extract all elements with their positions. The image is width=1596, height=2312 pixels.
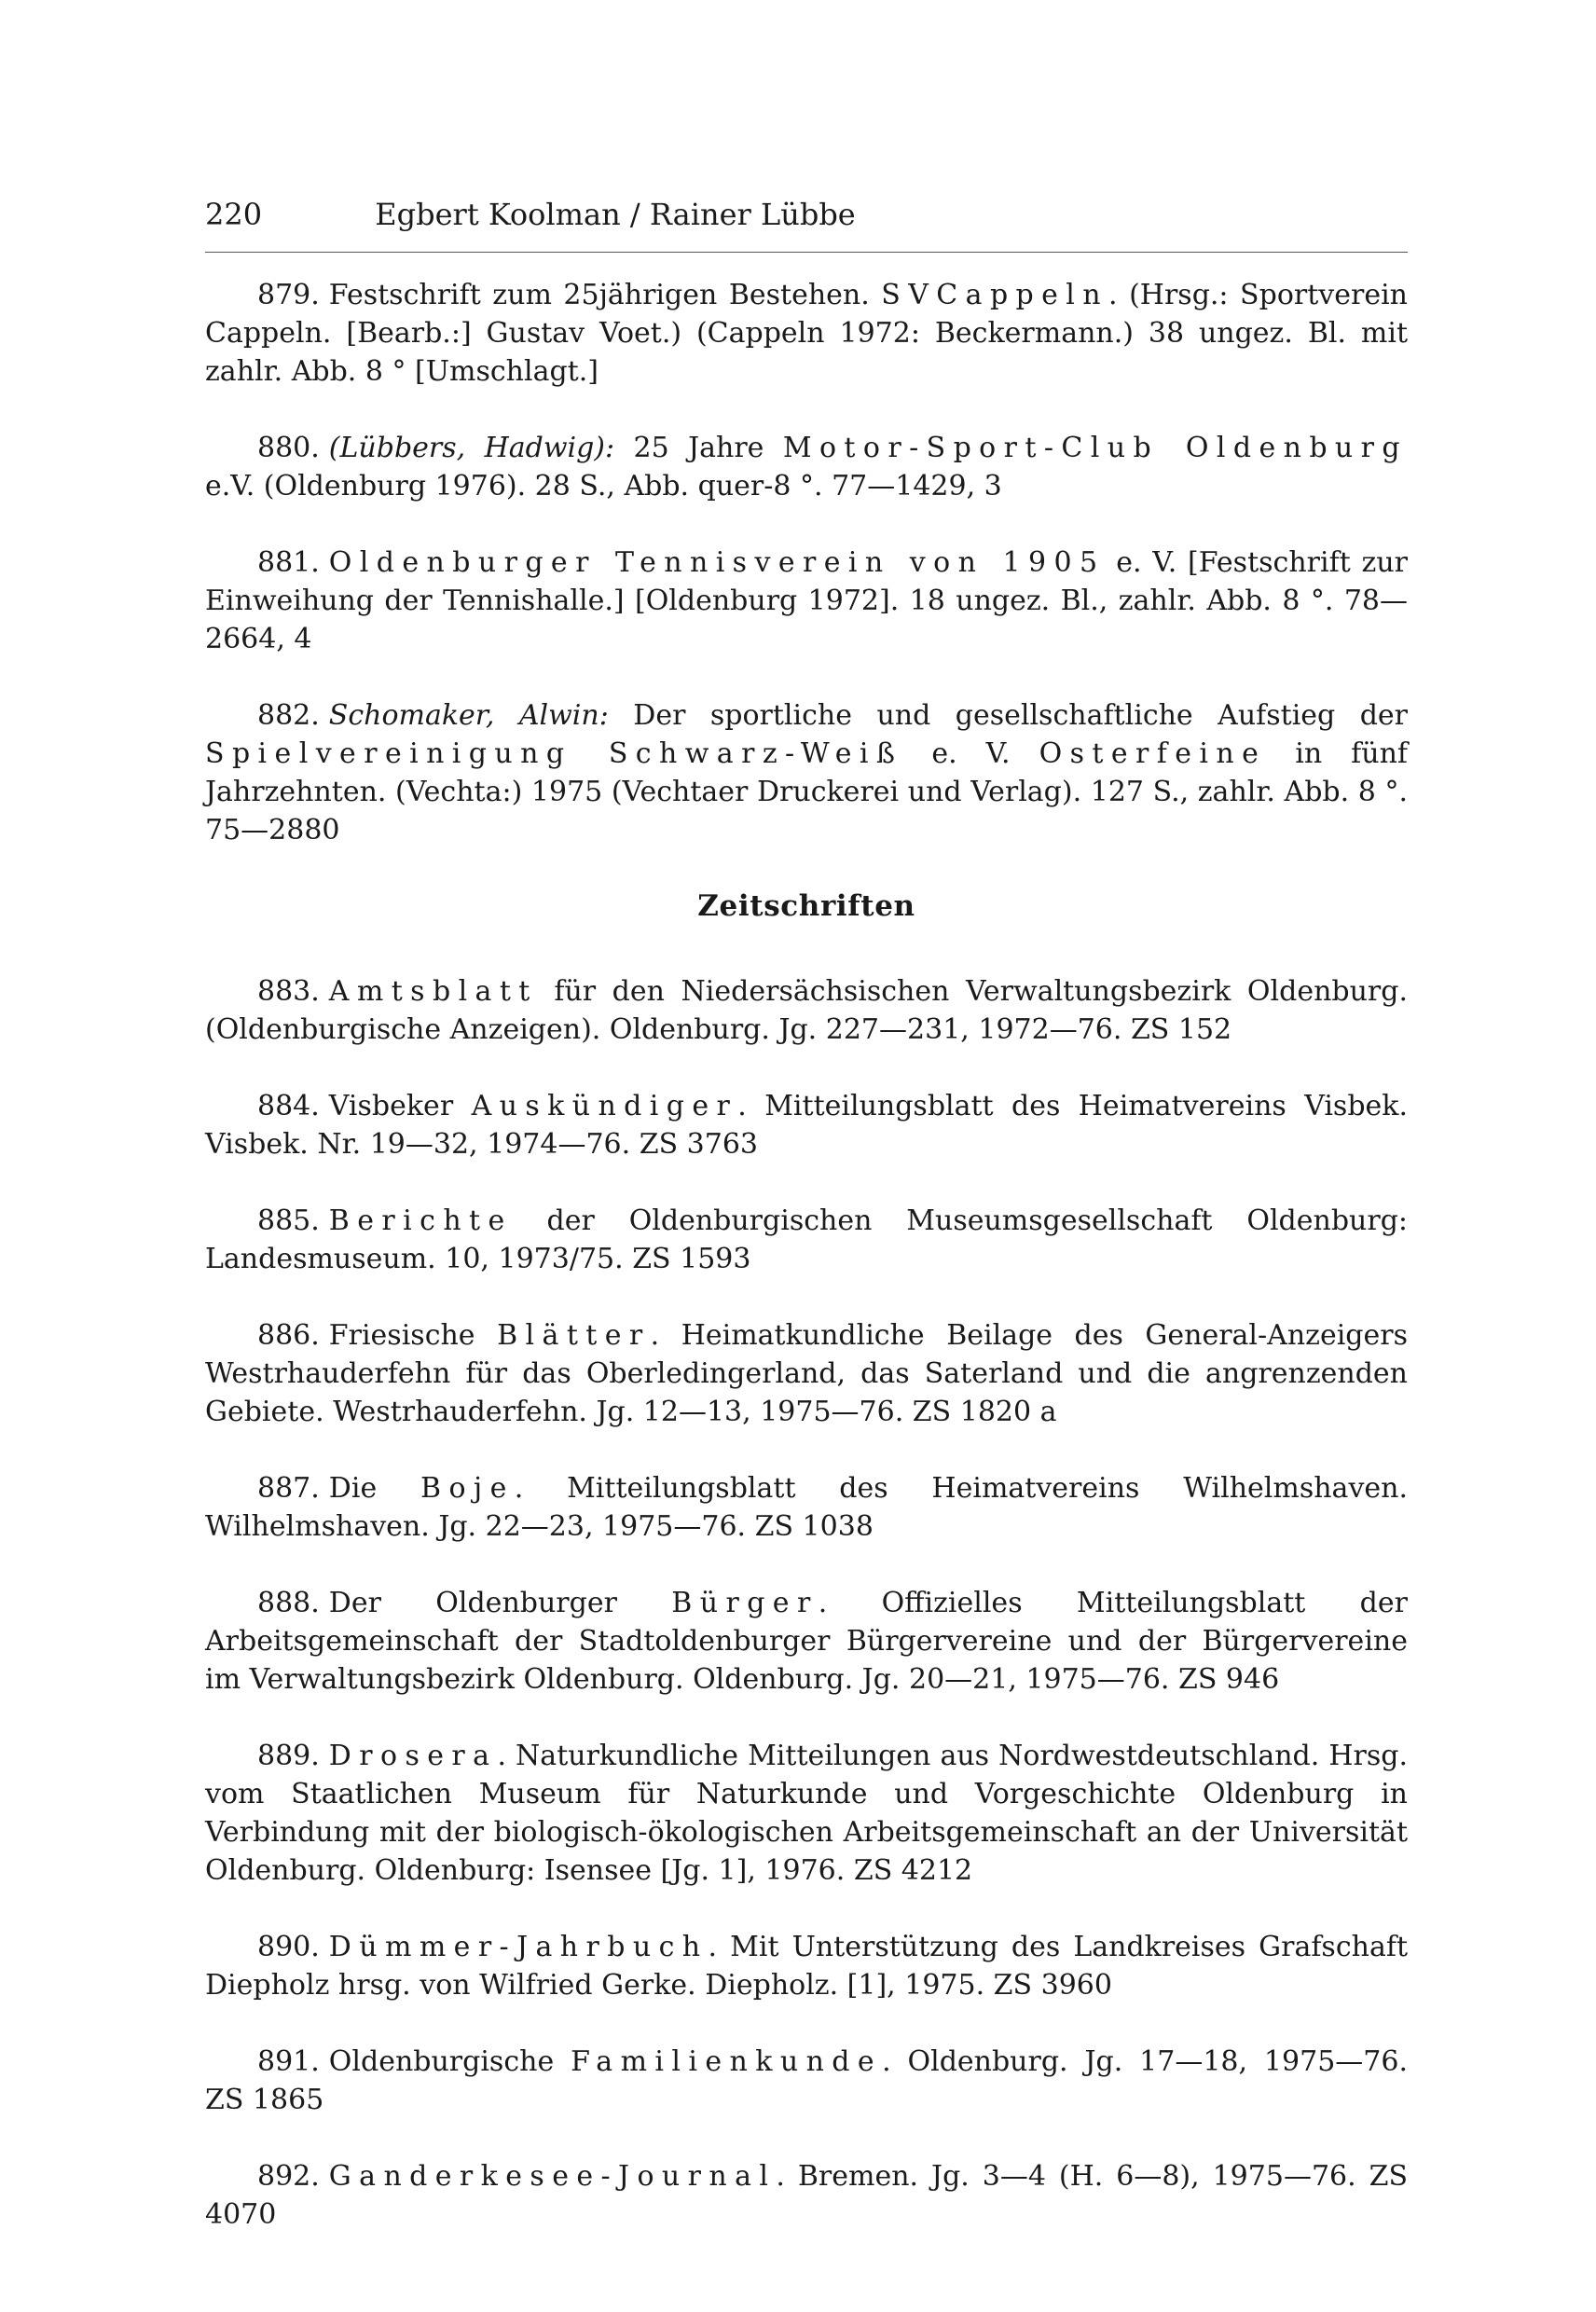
entry-text: . Mitteilungsblatt des Heimatvereins Visbek. Visbek. Nr. 19—32, 1974—76. ZS 3763 bbox=[205, 1090, 1408, 1161]
entry-text: der Oldenburgischen Museumsgesellschaft Oldenburg: Landesmuseum. 10, 1973/75. ZS 1593 bbox=[205, 1204, 1408, 1275]
entry-text: Der sportliche und gesellschaftliche Aufstieg der bbox=[608, 699, 1408, 732]
section-heading: Zeitschriften bbox=[697, 889, 915, 923]
bibliography-body bbox=[205, 276, 1408, 2272]
entry-number: 879. bbox=[257, 279, 320, 311]
entry-number: 891. bbox=[257, 2045, 320, 2078]
entry-title-spaced: Familienkunde bbox=[571, 2045, 883, 2078]
running-head-title: Egbert Koolman / Rainer Lübbe bbox=[375, 197, 856, 232]
entry-title-spaced: Motor-Sport-Club Oldenburg bbox=[782, 432, 1408, 464]
bibliography-entry bbox=[205, 276, 1408, 391]
entry-text: . Mitteilungsblatt des Heimatvereins Wilhelmshaven. Wilhelmshaven. Jg. 22—23, 1975—76. ZS 1038 bbox=[205, 1472, 1409, 1543]
entry-text: . Bremen. Jg. 3—4 (H. 6—8), 1975—76. ZS 4070 bbox=[205, 2160, 1408, 2231]
header-rule bbox=[205, 252, 1408, 253]
entry-number: 884. bbox=[257, 1090, 320, 1122]
entry-number: 892. bbox=[257, 2160, 320, 2193]
entry-number: 889. bbox=[257, 1740, 320, 1772]
entry-text: Oldenburgische bbox=[328, 2045, 571, 2078]
bibliography-entry bbox=[205, 429, 1408, 505]
bibliography-entry bbox=[205, 1469, 1408, 1546]
bibliography-entry bbox=[205, 1087, 1408, 1163]
entry-text: e. V. bbox=[902, 737, 1039, 770]
entry-title-spaced: Dümmer-Jahrbuch bbox=[328, 1931, 709, 1963]
entries-periodicals-section bbox=[205, 972, 1408, 2234]
entry-text: Friesische bbox=[328, 1319, 498, 1352]
bibliography-entry bbox=[205, 1316, 1408, 1431]
entry-title-spaced: Boje bbox=[420, 1472, 515, 1505]
entry-number: 885. bbox=[257, 1204, 320, 1237]
bibliography-entry bbox=[205, 1928, 1408, 2004]
entry-title-spaced: Oldenburger Tennisverein von 1905 bbox=[328, 546, 1106, 579]
entry-text: Festschrift zum 25jährigen Bestehen. bbox=[328, 279, 882, 311]
bibliography-entry bbox=[205, 696, 1408, 849]
bibliography-entry bbox=[205, 2157, 1408, 2234]
entry-title-spaced: Blätter bbox=[497, 1319, 651, 1352]
bibliography-entry bbox=[205, 1584, 1408, 1699]
entry-title-spaced: Auskündiger bbox=[471, 1090, 738, 1122]
entry-text: für den Niedersächsischen Verwaltungsbezirk Oldenburg. (Oldenburgische Anzeigen). Oldenburg. Jg. 227—231, 1972—76. ZS 152 bbox=[205, 975, 1408, 1046]
bibliography-entry bbox=[205, 2043, 1408, 2119]
entry-title-spaced: Ganderkesee-Journal bbox=[328, 2160, 777, 2193]
entry-text: e. V. [Festschrift zur Einweihung der Tennishalle.] [Oldenburg 1972]. 18 ungez. Bl., zahlr. Abb. 8 °. 78—2664, 4 bbox=[205, 546, 1409, 655]
page-number: 220 bbox=[205, 197, 263, 232]
entry-title-spaced: Drosera bbox=[328, 1740, 498, 1772]
entry-number: 890. bbox=[257, 1931, 320, 1963]
entry-text: . Offizielles Mitteilungsblatt der Arbeitsgemeinschaft der Stadtoldenburger Bürgervereine und der Bürgervereine im Verwaltungsbezirk Oldenburg. Oldenburg. Jg. 20—21, 1975—76. ZS 946 bbox=[205, 1587, 1408, 1696]
running-head bbox=[205, 191, 1408, 238]
entry-text: 25 Jahre bbox=[614, 432, 783, 464]
entry-number: 888. bbox=[257, 1587, 320, 1619]
bibliography-entry bbox=[205, 1737, 1408, 1890]
entry-number: 882. bbox=[257, 699, 320, 732]
entry-text: . Oldenburg. Jg. 17—18, 1975—76. ZS 1865 bbox=[205, 2045, 1408, 2116]
entries-sport-section bbox=[205, 276, 1408, 849]
bibliography-entry bbox=[205, 1202, 1408, 1278]
entry-text: . Mit Unterstützung des Landkreises Grafschaft Diepholz hrsg. von Wilfried Gerke. Diepholz. [1], 1975. ZS 3960 bbox=[205, 1931, 1408, 2002]
entry-text: . Naturkundliche Mitteilungen aus Nordwestdeutschland. Hrsg. vom Staatlichen Museum für Naturkunde und Vorgeschichte Oldenburg in Verbindung mit der biologisch-ökologischen Arbeitsgemeinschaft an der Universität Oldenburg. Oldenburg: Isensee [Jg. 1], 1976. ZS 4212 bbox=[205, 1740, 1408, 1887]
bibliography-entry bbox=[205, 972, 1408, 1049]
entry-number: 880. bbox=[257, 432, 320, 464]
entry-number: 887. bbox=[257, 1472, 320, 1505]
entry-title-spaced: Amtsblatt bbox=[328, 975, 538, 1008]
entry-title-spaced: SVCappeln bbox=[881, 279, 1109, 311]
entry-number: 881. bbox=[257, 546, 320, 579]
entry-text: in fünf Jahrzehnten. (Vechta:) 1975 (Vechtaer Druckerei und Verlag). 127 S., zahlr. Abb. 8 °. 75—2880 bbox=[205, 737, 1409, 846]
entry-text: Die bbox=[328, 1472, 420, 1505]
entry-title-spaced: Bürger bbox=[671, 1587, 819, 1619]
entry-author: Schomaker, Alwin: bbox=[328, 699, 609, 732]
entry-text: Der Oldenburger bbox=[328, 1587, 672, 1619]
entry-author: (Lübbers, Hadwig): bbox=[328, 432, 615, 464]
entry-text: e.V. (Oldenburg 1976). 28 S., Abb. quer-8 °. 77—1429, 3 bbox=[205, 470, 1002, 502]
entry-title-spaced: Spielvereinigung Schwarz-Weiß bbox=[205, 737, 903, 770]
entry-text: Visbeker bbox=[328, 1090, 472, 1122]
entry-number: 886. bbox=[257, 1319, 320, 1352]
entry-title-spaced: Berichte bbox=[328, 1204, 513, 1237]
entry-text: . (Hrsg.: Sportverein Cappeln. [Bearb.:] Gustav Voet.) (Cappeln 1972: Beckermann.) 38 ungez. Bl. mit zahlr. Abb. 8 ° [Umschlagt.] bbox=[205, 279, 1408, 388]
bibliography-entry bbox=[205, 544, 1408, 658]
entry-text: . Heimatkundliche Beilage des General-Anzeigers Westrhauderfehn für das Oberledingerland, das Saterland und die angrenzenden Gebiete. Westrhauderfehn. Jg. 12—13, 1975—76. ZS 1820 a bbox=[205, 1319, 1408, 1428]
entry-number: 883. bbox=[257, 975, 320, 1008]
entry-title-spaced: Osterfeine bbox=[1039, 737, 1267, 770]
